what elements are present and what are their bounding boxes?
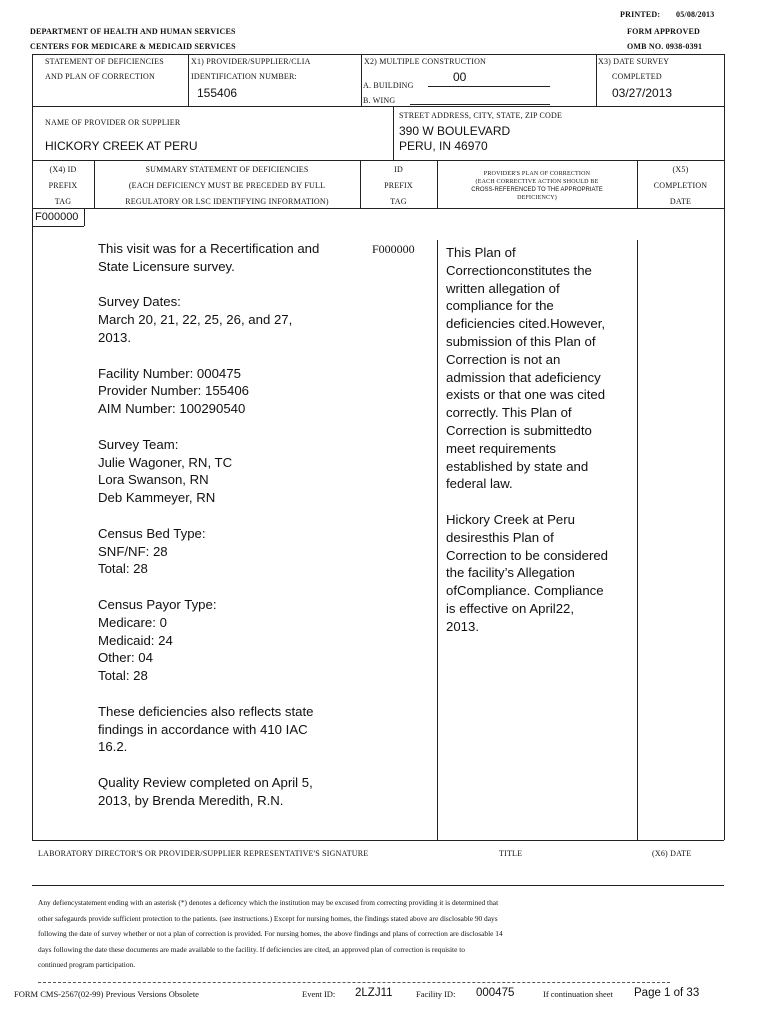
- building-underline: [428, 86, 550, 87]
- disclaimer-line-2: other safegaurds provide sufficient protection to the patients. (see instructions.) Except for nursing homes, the findings stated above are disclosable 90 days: [38, 913, 498, 923]
- title-label: TITLE: [499, 849, 523, 858]
- plan-left-line: [437, 240, 438, 840]
- wing-underline: [410, 104, 550, 105]
- box-lower-line: [32, 160, 724, 161]
- id-prefix-label: PREFIX: [384, 181, 413, 190]
- plan-right-line: [637, 240, 638, 840]
- col-x2-line: [361, 54, 362, 106]
- box-top-line: [32, 54, 724, 55]
- form-approved: FORM APPROVED: [627, 27, 701, 36]
- signature-top-line: [32, 840, 724, 841]
- omb-number: OMB NO. 0938-0391: [627, 42, 703, 51]
- id-label: ID: [394, 165, 403, 174]
- x4-tag-label: TAG: [54, 197, 72, 206]
- table-left-line: [32, 160, 33, 840]
- box-mid-line: [32, 106, 724, 107]
- continuation-label: If continuation sheet: [543, 989, 613, 999]
- signature-bottom-line: [32, 885, 724, 886]
- col-x1-line: [188, 54, 189, 106]
- x5-completion-label: COMPLETION: [653, 181, 708, 190]
- event-id-value: 2LZJ11: [355, 987, 393, 999]
- x2-label: X2) MULTIPLE CONSTRUCTION: [364, 57, 487, 66]
- statement-label-1: STATEMENT OF DEFICIENCIES: [45, 57, 164, 66]
- provider-name: HICKORY CREEK AT PERU: [45, 139, 198, 153]
- building-label: A. BUILDING: [363, 81, 414, 90]
- x1-label-2: IDENTIFICATION NUMBER:: [191, 72, 297, 81]
- disclaimer-line-4: days following the date these documents are made available to the facility. If deficiencies are cited, an approved plan of correction is requisite to: [38, 944, 465, 954]
- plan-of-correction: This Plan of Correctionconstitutes the written allegation of compliance for the deficiencies cited.However, submission of this Plan of Correction is not an admission that adeficiency exists or that one was cited correctly. This Plan of Correction is submittedto meet requirements established by state and federal law. Hickory Creek at Peru desiresthis Plan of Correction to be considered the facility’s Allegation ofCompliance. Compliance is effective on April22, 2013.: [446, 245, 609, 634]
- box-left-line: [32, 54, 33, 160]
- disclaimer-line-5: continued program participation.: [38, 960, 136, 969]
- summary-statement: This visit was for a Recertification and State Licensure survey. Survey Dates: March 20, 21, 22, 25, 26, and 27, 2013. Facility Number: 000475 Provider Number: 155406 AIM Number: 100290540 Survey Team: Julie Wagoner, RN, TC Lora Swanson, RN Deb Kammeyer, RN Census Bed Type: SNF/NF: 28 Total: 28 Census Payor Type: Medicare: 0 Medicaid: 24 Other: 04 Total: 28 These deficiencies also reflects state findings in accordance with 410 IAC 16.2. Quality Review completed on April 5, 2013, by Brenda Meredith, R.N.: [98, 241, 320, 808]
- summary-header-1: SUMMARY STATEMENT OF DEFICIENCIES: [145, 165, 309, 174]
- director-signature-label: LABORATORY DIRECTOR'S OR PROVIDER/SUPPLIER REPRESENTATIVE'S SIGNATURE: [38, 849, 369, 858]
- wing-label: B. WING: [363, 96, 396, 105]
- left-tag-box-line: [84, 208, 85, 226]
- footer-separator: [38, 982, 670, 983]
- left-tag: F000000: [35, 211, 79, 223]
- disclaimer-line-3: following the date of survey whether or not a plan of correction is provided. For nursing homes, the above findings and plans of correction are disclosable 14: [38, 929, 503, 938]
- x3-label-1: X3) DATE SURVEY: [598, 57, 670, 66]
- form-number: FORM CMS-2567(02-99) Previous Versions Obsolete: [14, 989, 199, 999]
- x4-prefix-label: PREFIX: [48, 181, 78, 190]
- centers-title: CENTERS FOR MEDICARE & MEDICAID SERVICES: [30, 42, 236, 51]
- plan-header-3: CROSS-REFERENCED TO THE APPROPRIATE: [471, 187, 603, 193]
- provider-id: 155406: [197, 86, 238, 100]
- address-line-2: PERU, IN 46970: [399, 139, 488, 153]
- left-tag-underline: [32, 226, 84, 227]
- plan-header-1: PROVIDER'S PLAN OF CORRECTION: [483, 171, 591, 177]
- disclaimer: [38, 895, 718, 973]
- x6-date-label: (X6) DATE: [652, 849, 692, 858]
- disclaimer-line-1: Any defiencystatement ending with an asterisk (*) denotes a deficency which the institution may be excused from correcting providing it is determined that: [38, 898, 499, 907]
- x3-label-2: COMPLETED: [612, 72, 662, 81]
- id-tag-label: TAG: [390, 197, 407, 206]
- address-label: STREET ADDRESS, CITY, STATE, ZIP CODE: [399, 111, 563, 120]
- address-divider: [393, 106, 394, 160]
- page-number: Page 1 of 33: [634, 987, 700, 999]
- event-id-label: Event ID:: [302, 989, 336, 999]
- x5-label: (X5): [672, 165, 689, 174]
- provider-name-label: NAME OF PROVIDER OR SUPPLIER: [45, 118, 181, 127]
- survey-date: 03/27/2013: [612, 86, 673, 100]
- building-value: 00: [453, 70, 467, 84]
- right-tag: F000000: [372, 242, 415, 256]
- address-line-1: 390 W BOULEVARD: [399, 124, 511, 138]
- facility-id-label: Facility ID:: [416, 989, 456, 999]
- facility-id-value: 000475: [476, 987, 515, 999]
- colhead-bottom-line: [32, 208, 724, 209]
- plan-header-2: (EACH CORRECTIVE ACTION SHOULD BE: [475, 179, 599, 185]
- statement-label-2: AND PLAN OF CORRECTION: [45, 72, 155, 81]
- col-x3-line: [596, 54, 597, 106]
- printed-label: PRINTED:: [620, 10, 661, 19]
- summary-header-3: REGULATORY OR LSC IDENTIFYING INFORMATION): [125, 197, 329, 206]
- x4-id-label: (X4) ID: [49, 165, 77, 174]
- plan-header-4: DEFICIENCY): [517, 195, 557, 201]
- x1-label-1: X1) PROVIDER/SUPPLIER/CLIA: [191, 57, 311, 66]
- box-right-line: [724, 54, 725, 840]
- printed-date: 05/08/2013: [676, 10, 715, 19]
- x5-date-label: DATE: [669, 197, 692, 206]
- summary-header-2: (EACH DEFICIENCY MUST BE PRECEDED BY FULL: [128, 181, 326, 190]
- department-title: DEPARTMENT OF HEALTH AND HUMAN SERVICES: [30, 27, 236, 36]
